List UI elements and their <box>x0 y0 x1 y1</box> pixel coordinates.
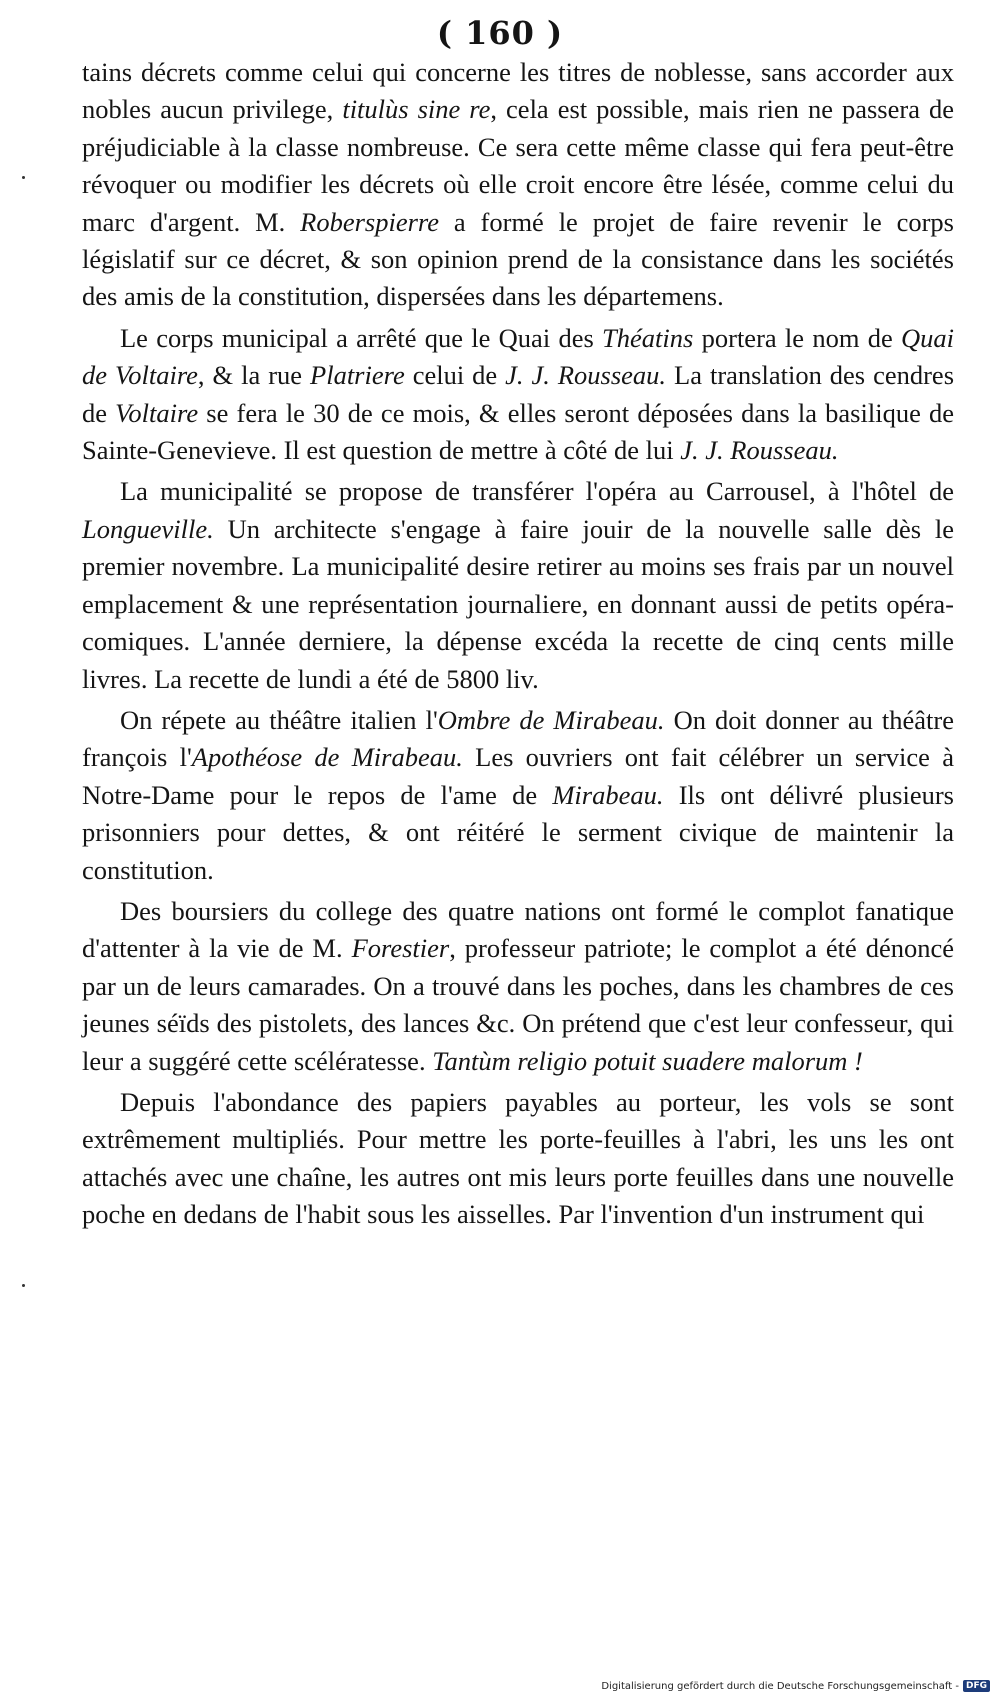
paragraph <box>82 893 954 1080</box>
paragraph <box>82 320 954 470</box>
italic-text: Roberspierre <box>300 206 440 237</box>
text-segment: Un architecte s'engage à faire jouir de la nouvelle salle dès le premier novembre. La municipalité desire retirer au moins ses frais par un nouvel emplacement & une représentation journaliere, en donnant aussi de petits opéra-comiques. L'année derniere, la dépense excéda la recette de cinq cents mille livres. La recette de lundi a été de 5800 liv. <box>82 513 954 694</box>
text-segment: tains décrets comme celui qui concerne les titres de noblesse, sans accorder aux nobles aucun privilege, <box>82 57 954 125</box>
page-number: ( 160 ) <box>436 14 564 52</box>
italic-text: Forestier <box>351 933 450 964</box>
italic-text: Tantùm religio potuit suadere malorum ! <box>432 1045 863 1076</box>
text-segment: Ils ont délivré plusieurs prisonniers pour dettes, & ont réitéré le serment civique de maintenir la constitution. <box>82 779 954 885</box>
text-segment: celui de <box>404 360 506 391</box>
text-segment: On doit donner au théâtre françois l' <box>82 704 955 773</box>
text-segment: Les ouvriers ont fait célébrer un service à Notre-Dame pour le repos de l'ame de <box>82 742 954 810</box>
text-segment: La translation des cendres de <box>82 360 955 428</box>
text-segment: La municipalité se propose de transférer l'opéra au Carrousel, à l'hôtel de <box>120 476 954 507</box>
dfg-logo: DFG <box>963 1680 990 1692</box>
digitization-credit <box>601 1680 990 1692</box>
italic-text: Platriere <box>310 360 405 391</box>
italic-text: Longueville. <box>82 513 214 544</box>
text-segment: , cela est possible, mais rien ne passera de préjudiciable à la classe nombreuse. Ce sera cette même classe qui fera peut-être révoquer ou modifier les décrets où elle croit encore être lésée, comme celui du marc d'argent. M. <box>82 94 954 237</box>
italic-text: J. J. Rousseau. <box>505 360 667 391</box>
italic-text: Ombre de Mirabeau. <box>437 704 665 735</box>
text-segment: a formé le projet de faire revenir le corps législatif sur ce décret, & son opinion prend de la consistance dans les sociétés des amis de la constitution, dispersées dans les départemens. <box>82 206 954 312</box>
scan-speck <box>22 1284 25 1287</box>
italic-text: Mirabeau. <box>552 779 664 810</box>
text-segment: se fera le 30 de ce mois, & elles seront déposées dans la basilique de Sainte-Genevieve. Il est question de mettre à côté de lui <box>82 397 954 466</box>
text-segment: Depuis l'abondance des papiers payables au porteur, les vols se sont extrêmement multipliés. Pour mettre les porte-feuilles à l'abri, les uns les ont attachés avec une chaîne, les autres ont mis leurs porte feuilles dans une nouvelle poche en dedans de l'habit sous les aisselles. Par l'invention d'un instrument qui <box>82 1086 954 1230</box>
paragraph <box>82 54 954 316</box>
text-segment: , professeur patriote; le complot a été dénoncé par un de leurs camarades. On a trouvé dans les poches, dans les chambres de ces jeunes séïds des pistolets, des lances &c. On prétend que c'est leur confesseur, qui leur a suggéré cette scélératesse. <box>82 933 954 1076</box>
text-segment: Le corps municipal a arrêté que le Quai des <box>120 322 603 353</box>
paragraph <box>82 1084 954 1234</box>
text-segment: portera le nom de <box>693 322 901 353</box>
italic-text: J. J. Rousseau. <box>680 435 839 466</box>
paragraph <box>82 702 954 889</box>
scan-speck <box>22 176 25 179</box>
paragraph <box>82 473 954 697</box>
italic-text: Voltaire <box>115 397 199 428</box>
italic-text: Quai de Voltaire <box>82 322 954 391</box>
italic-text: titulùs sine re <box>342 94 491 125</box>
text-segment: On répete au théâtre italien l' <box>120 704 438 735</box>
credit-text: Digitalisierung gefördert durch die Deutsche Forschungsgemeinschaft - <box>601 1680 959 1692</box>
text-segment: Des boursiers du college des quatre nations ont formé le complot fanatique d'attenter à la vie de M. <box>82 895 954 964</box>
text-segment: , & la rue <box>197 360 311 391</box>
italic-text: Apothéose de Mirabeau. <box>191 742 463 773</box>
body-text <box>82 54 954 1234</box>
italic-text: Théatins <box>602 322 694 353</box>
